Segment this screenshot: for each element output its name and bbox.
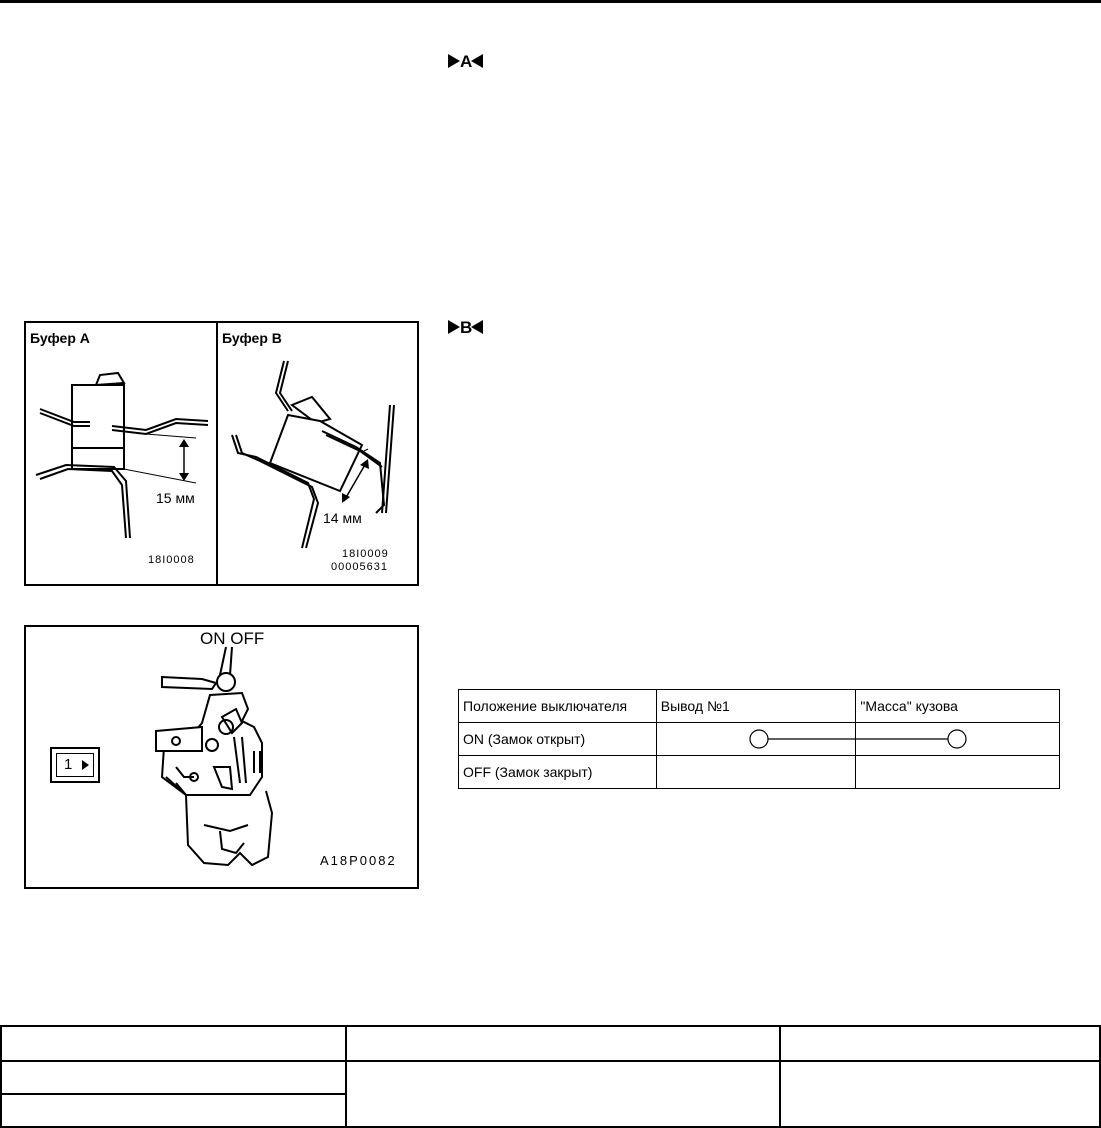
table-row — [459, 756, 1060, 789]
bumper-b-code: 18I0009 — [342, 548, 389, 560]
bottom-cell — [780, 1061, 1100, 1127]
bottom-cell — [780, 1026, 1100, 1061]
marker-b-letter: B — [460, 318, 472, 337]
row-on-terminal-1 — [656, 723, 856, 756]
arrow-right-icon — [448, 54, 460, 68]
marker-a-letter: A — [460, 52, 472, 71]
header-terminal-1: Вывод №1 — [656, 690, 856, 723]
table-row — [1, 1061, 1100, 1094]
bottom-cell — [346, 1026, 779, 1061]
bottom-cell — [1, 1026, 346, 1061]
continuity-terminal — [856, 723, 1060, 755]
header-body-ground: "Масса" кузова — [856, 690, 1060, 723]
arrow-right-icon — [448, 320, 460, 334]
row-off-body-ground — [856, 756, 1060, 789]
header-switch-position: Положение выключателя — [459, 690, 657, 723]
bottom-table — [0, 1025, 1101, 1128]
continuity-line — [657, 723, 857, 755]
latch-figure-code: A18P0082 — [320, 853, 397, 868]
table-row — [459, 723, 1060, 756]
latch-figure — [24, 625, 419, 889]
switch-check-table — [458, 689, 1060, 789]
top-rule — [0, 0, 1101, 3]
latch-drawing — [26, 627, 417, 887]
bottom-cell — [1, 1061, 346, 1094]
table-header-row — [459, 690, 1060, 723]
bumper-b-dimension: 14 мм — [323, 510, 362, 526]
row-label-on: ON (Замок открыт) — [459, 723, 657, 756]
arrow-left-icon — [471, 320, 483, 334]
bottom-cell — [346, 1061, 779, 1127]
row-label-off: OFF (Замок закрыт) — [459, 756, 657, 789]
callout-number: 1 — [64, 756, 73, 773]
bumper-a-dimension: 15 мм — [156, 490, 195, 506]
row-off-terminal-1 — [656, 756, 856, 789]
bumper-a-title: Буфер A — [30, 330, 90, 346]
section-marker-b — [448, 318, 483, 338]
bumper-drawings — [26, 323, 417, 584]
table-row — [1, 1026, 1100, 1061]
row-on-body-ground — [856, 723, 1060, 756]
bumper-figure — [24, 321, 419, 586]
arrow-left-icon — [471, 54, 483, 68]
switch-on-off-label: ON OFF — [200, 629, 265, 648]
bumper-b-title: Буфер B — [222, 330, 282, 346]
figure-reference-code: 00005631 — [331, 561, 388, 573]
bumper-a-code: 18I0008 — [148, 554, 195, 566]
section-marker-a — [448, 52, 483, 72]
bumper-a-drawing — [36, 373, 208, 538]
bumper-b-drawing — [232, 361, 394, 548]
bottom-cell — [1, 1094, 346, 1127]
